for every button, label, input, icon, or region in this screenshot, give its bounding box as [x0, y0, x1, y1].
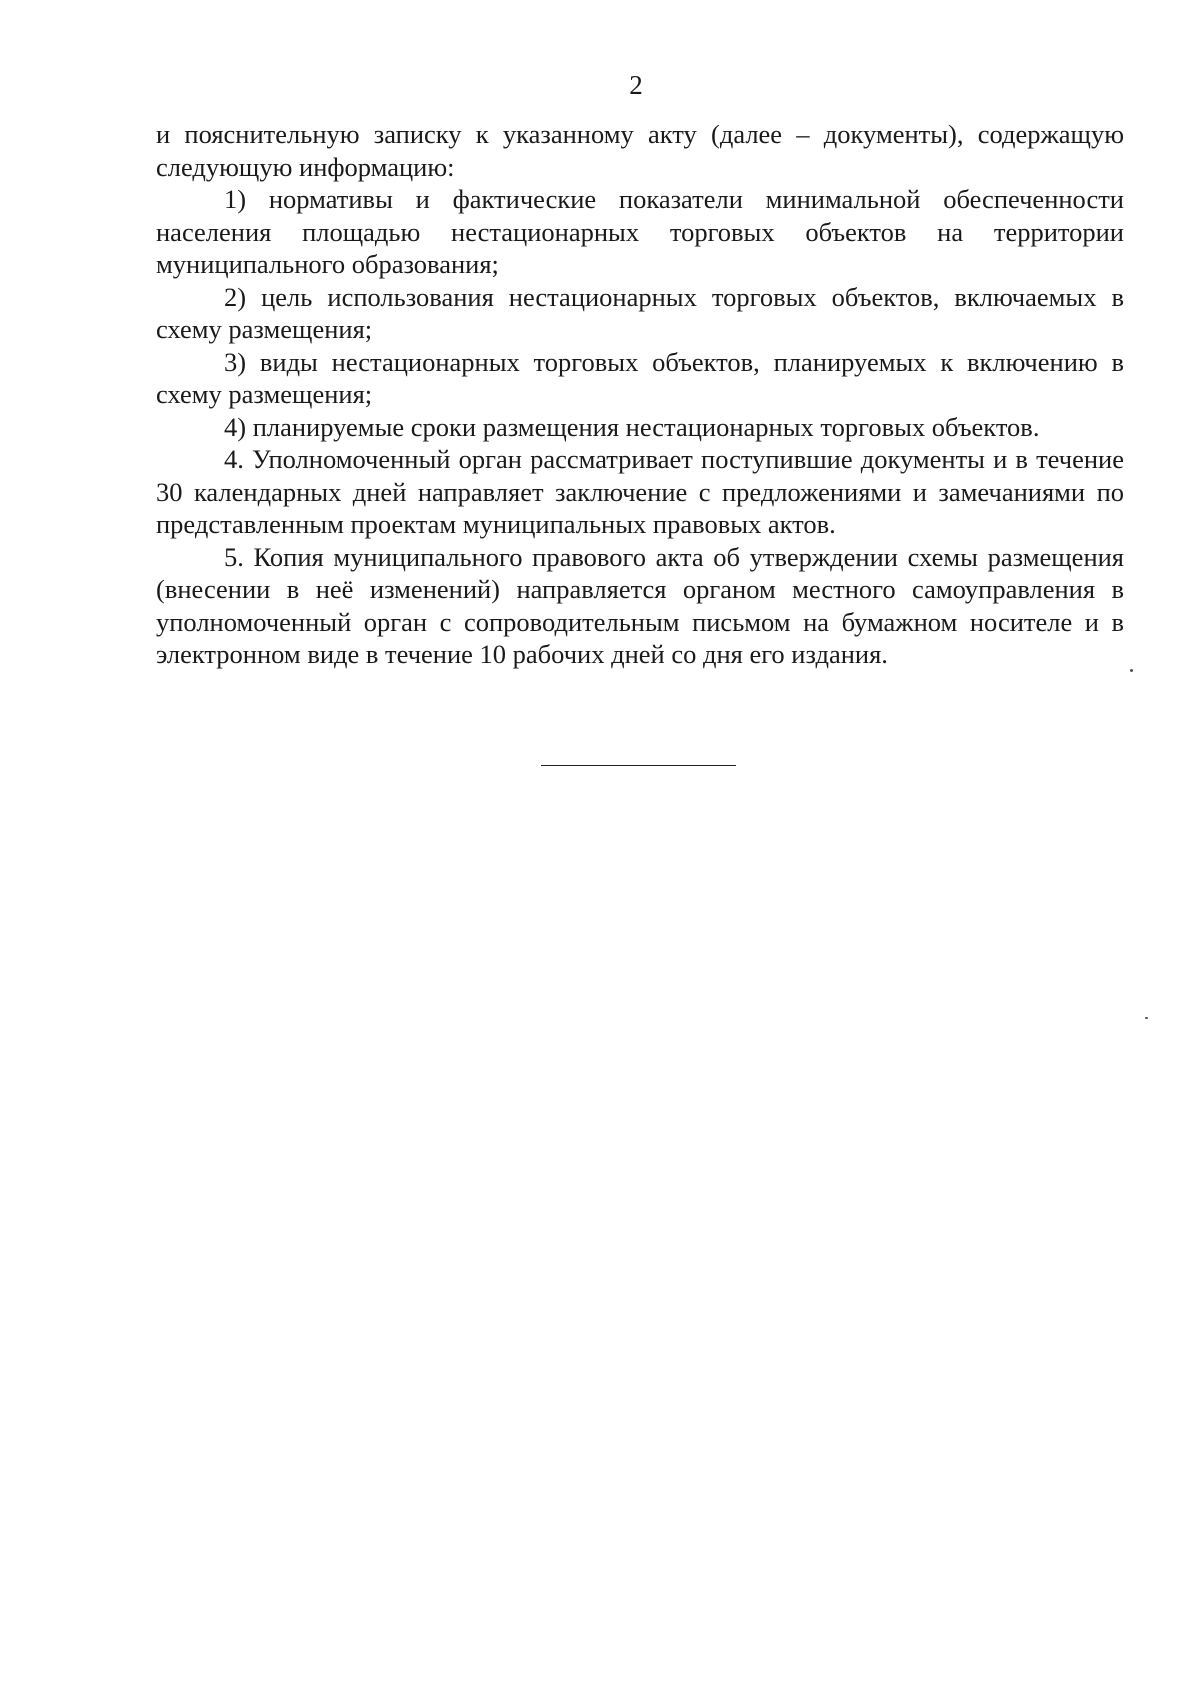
list-item-3: 3) виды нестационарных торговых объектов, планируемых к включению в схему размещения;	[156, 346, 1124, 409]
page-number: 2	[629, 70, 643, 100]
clause-4: 4. Уполномоченный орган рассматривает поступившие документы и в течение 30 календарных дней направляет заключение с предложениями и замечаниями по представленным проектам муниципальных правовых актов.	[156, 444, 1124, 539]
scan-speck	[1145, 1017, 1148, 1019]
paragraph-intro: и пояснительную записку к указанному акту (далее – документы), содержащую следующую информацию:	[156, 119, 1124, 182]
list-item-1: 1) нормативы и фактические показатели минимальной обеспеченности населения площадью нестационарных торговых объектов на территории муниципального образования;	[156, 184, 1124, 279]
clause-5: 5. Копия муниципального правового акта об утверждении схемы размещения (внесении в неё изменений) направляется органом местного самоуправления в уполномоченный орган с сопроводительным письмом на бумажном носителе и в электронном виде в течение 10 рабочих дней со дня его издания.	[156, 541, 1124, 669]
list-item-4: 4) планируемые сроки размещения нестационарных торговых объектов.	[224, 411, 1040, 442]
document-body	[156, 118, 1124, 671]
list-item-2: 2) цель использования нестационарных торговых объектов, включаемых в схему размещения;	[156, 281, 1124, 344]
scan-speck	[1130, 669, 1133, 672]
closing-rule	[541, 765, 736, 766]
